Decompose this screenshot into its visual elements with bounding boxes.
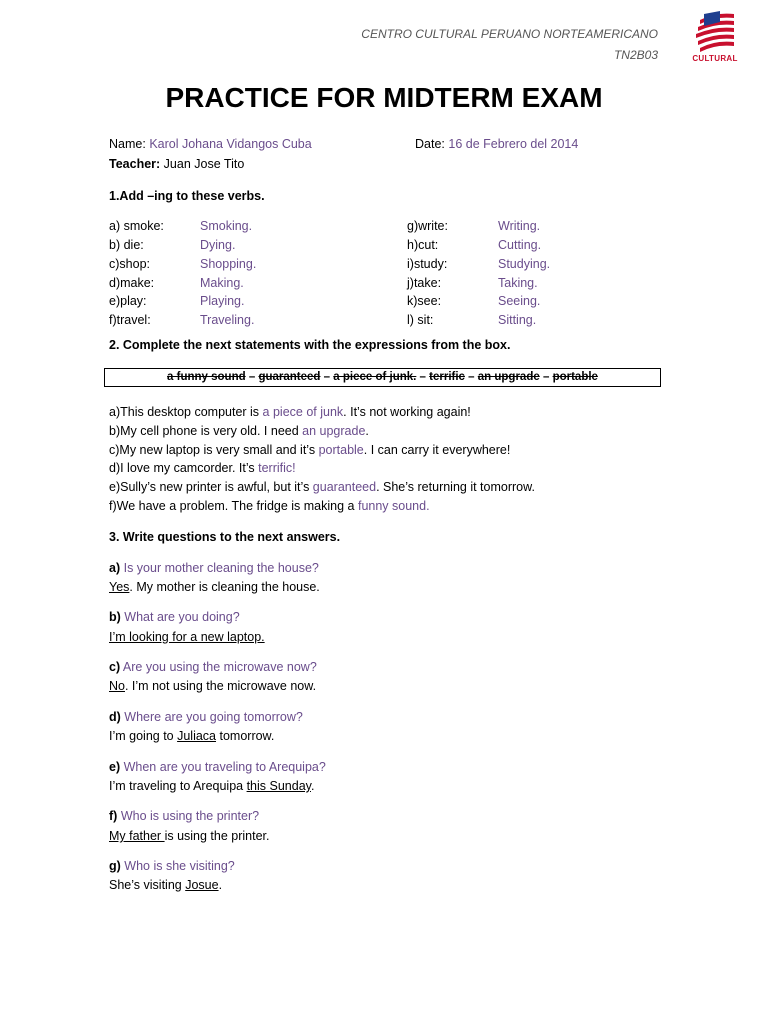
answer-text: tomorrow. [216, 729, 275, 743]
statement-answer: guaranteed [312, 480, 377, 494]
flag-stripes-icon [690, 8, 740, 54]
question-text: Who is she visiting? [124, 859, 235, 873]
verb-answer: Playing. [200, 294, 245, 308]
student-name-line [109, 137, 312, 151]
statement-line [109, 424, 369, 438]
course-code: TN2B03 [613, 48, 658, 62]
box-expression: portable [552, 371, 598, 383]
statement-text: b)My cell phone is very old. I need [109, 424, 303, 438]
answer-line [109, 779, 314, 793]
answer-underlined: this Sunday [246, 779, 311, 793]
question-text: When are you traveling to Arequipa? [123, 760, 326, 774]
verb-label: g)write: [407, 219, 448, 233]
question-letter: b) [109, 610, 121, 624]
question-text: Are you using the microwave now? [122, 660, 317, 674]
answer-text: She’s visiting [109, 878, 186, 892]
answer-underlined: I’m looking for a new laptop. [109, 630, 265, 644]
date-line [415, 137, 578, 151]
verb-answer: Smoking. [200, 219, 253, 233]
question-line [109, 610, 240, 624]
answer-line [109, 878, 222, 892]
verb-label: k)see: [407, 294, 442, 308]
box-separator: – [419, 371, 426, 383]
statement-text: . She’s returning it tomorrow. [376, 480, 535, 494]
question-line [109, 859, 235, 873]
box-expression: a funny sound [167, 371, 246, 383]
teacher-label: Teacher: [109, 157, 161, 171]
answer-underlined: Josue [185, 878, 219, 892]
statement-text: . It’s not working again! [343, 405, 471, 419]
answer-underlined: No [109, 679, 125, 693]
verb-answer: Seeing. [498, 294, 541, 308]
statement-line [109, 461, 296, 475]
statement-answer: an upgrade [302, 424, 366, 438]
name-value: Karol Johana Vidangos Cuba [149, 137, 312, 151]
statement-line [109, 443, 510, 457]
verb-label: j)take: [407, 276, 442, 290]
teacher-line [109, 157, 244, 171]
box-expression: guaranteed [258, 371, 321, 383]
answer-line [109, 729, 274, 743]
verb-label: i)study: [407, 257, 448, 271]
verb-label: f)travel: [109, 313, 151, 327]
statement-line [109, 499, 430, 513]
teacher-value: Juan Jose Tito [163, 157, 245, 171]
answer-underlined: My father [109, 829, 165, 843]
answer-line [109, 580, 320, 594]
question-letter: a) [109, 561, 121, 575]
question-text: Is your mother cleaning the house? [123, 561, 319, 575]
statement-text: . I can carry it everywhere! [363, 443, 511, 457]
name-label: Name: [109, 137, 146, 151]
question-text: What are you doing? [124, 610, 240, 624]
verb-answer: Cutting. [498, 238, 542, 252]
box-expression: an upgrade [477, 371, 540, 383]
question-letter: d) [109, 710, 121, 724]
statement-line [109, 480, 535, 494]
question-text: Who is using the printer? [120, 809, 260, 823]
verb-answer: Sitting. [498, 313, 537, 327]
verb-answer: Taking. [498, 276, 538, 290]
statement-answer: portable [318, 443, 364, 457]
answer-text: I’m traveling to Arequipa [109, 779, 247, 793]
answer-underlined: Yes [109, 580, 130, 594]
box-separator: – [468, 371, 475, 383]
verb-label: c)shop: [109, 257, 150, 271]
question-line [109, 660, 317, 674]
statement-text: a)This desktop computer is [109, 405, 263, 419]
answer-line [109, 630, 265, 644]
page-title: PRACTICE FOR MIDTERM EXAM [165, 82, 603, 113]
verb-label: b) die: [109, 238, 144, 252]
question-letter: f) [109, 809, 118, 823]
expressions-box [104, 368, 661, 387]
answer-line [109, 829, 270, 843]
section3-heading: 3. Write questions to the next answers. [109, 530, 341, 544]
verb-answer: Studying. [498, 257, 551, 271]
verb-label: a) smoke: [109, 219, 164, 233]
answer-text: is using the printer. [164, 829, 270, 843]
box-separator: – [542, 371, 550, 383]
answer-text: . [218, 878, 223, 892]
question-letter: g) [109, 859, 121, 873]
question-line [109, 561, 319, 575]
box-separator: – [323, 371, 331, 383]
institution-name: CENTRO CULTURAL PERUANO NORTEAMERICANO [361, 27, 658, 41]
question-line [109, 710, 303, 724]
date-value: 16 de Febrero del 2014 [448, 137, 579, 151]
answer-text: . I’m not using the microwave now. [124, 679, 317, 693]
verb-answer: Writing. [498, 219, 541, 233]
statement-answer: funny sound. [357, 499, 430, 513]
section2-heading: 2. Complete the next statements with the expressions from the box. [109, 338, 511, 352]
statement-line [109, 405, 471, 419]
question-letter: c) [109, 660, 121, 674]
section1-heading: 1.Add –ing to these verbs. [109, 189, 265, 203]
verb-answer: Making. [200, 276, 244, 290]
answer-line [109, 679, 316, 693]
logo-text: CULTURAL [692, 54, 738, 63]
box-separator: – [248, 371, 256, 383]
verb-answer: Traveling. [200, 313, 255, 327]
question-text: Where are you going tomorrow? [124, 710, 303, 724]
statement-answer: terrific! [258, 461, 296, 475]
statement-text: d)I love my camcorder. It’s [109, 461, 259, 475]
cultural-logo [690, 8, 740, 66]
answer-text: . My mother is cleaning the house. [129, 580, 320, 594]
question-letter: e) [109, 760, 121, 774]
question-line [109, 809, 259, 823]
statement-text: f)We have a problem. The fridge is making a [109, 499, 358, 513]
box-expression: a piece of junk. [333, 371, 417, 383]
verb-answer: Dying. [200, 238, 236, 252]
answer-text: . [310, 779, 315, 793]
statement-answer: a piece of junk [262, 405, 344, 419]
statement-text: c)My new laptop is very small and it’s [109, 443, 319, 457]
answer-underlined: Juliaca [177, 729, 217, 743]
box-expression: terrific [429, 371, 465, 383]
statement-text: . [365, 424, 369, 438]
answer-text: I’m going to [109, 729, 178, 743]
verb-label: d)make: [109, 276, 155, 290]
date-label: Date: [415, 137, 445, 151]
verb-label: h)cut: [407, 238, 439, 252]
verb-answer: Shopping. [200, 257, 257, 271]
verb-label: l) sit: [407, 313, 434, 327]
statement-text: e)Sully’s new printer is awful, but it’s [109, 480, 313, 494]
verb-label: e)play: [109, 294, 147, 308]
question-line [109, 760, 326, 774]
